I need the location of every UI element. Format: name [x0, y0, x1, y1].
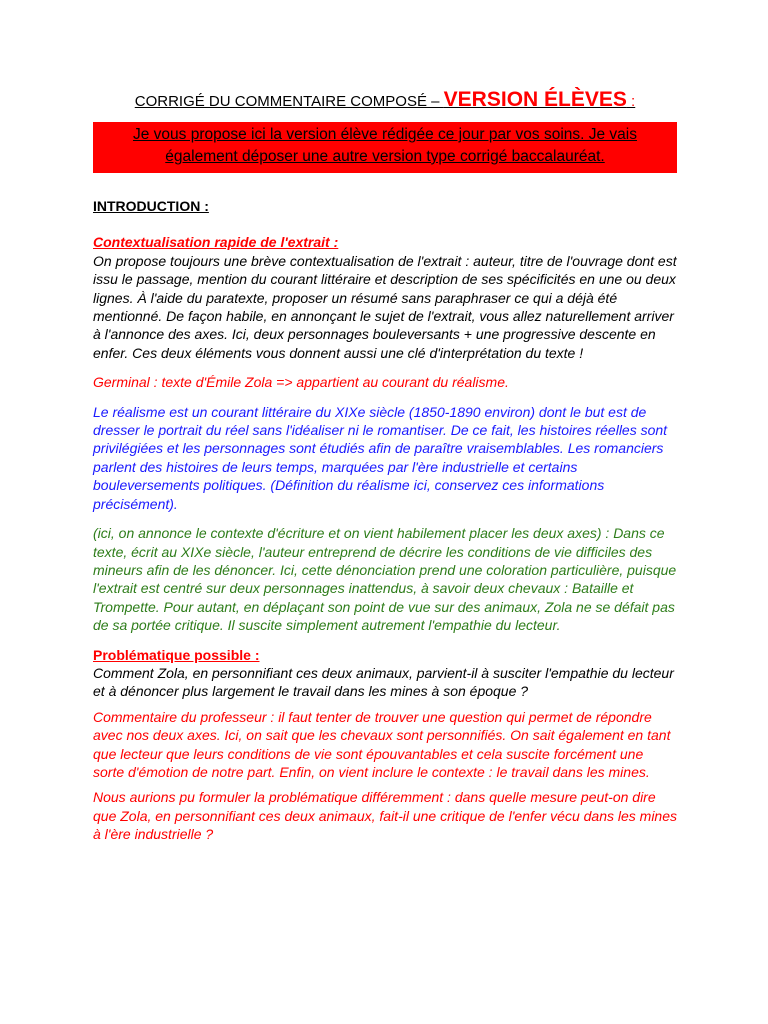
writing-context-paragraph: (ici, on annonce le contexte d'écriture et on vient habilement placer les deux axes) : Dans ce texte, écrit au XIXe siècle, l'auteur entreprend de décrire les conditions de vie difficiles des mineurs afin de les dénoncer. Ici, cette dénonciation prend une coloration particulière, puisque l'extrait est centré sur deux personnages inattendus, à savoir deux chevaux : Bataille et Trompette. Pour autant, en déplaçant son point de vue sur des animaux, Zola ne se défait pas de sa portée critique. Il suscite simplement autrement l'empathie du lecteur.	[93, 525, 677, 634]
realism-definition: Le réalisme est un courant littéraire du XIXe siècle (1850-1890 environ) dont le but est de dresser le portrait du réel sans l'idéaliser ni le romantiser. De ce fait, les histoires réelles sont privilégiées et les personnages sont étudiés afin de paraître vraisemblables. Les romanciers parlent des histoires de leurs temps, marquées par l'ère industrielle et certains bouleversements politiques. (Définition du réalisme ici, conservez ces informations précisément).	[93, 403, 668, 512]
introduction-heading: INTRODUCTION :	[93, 198, 209, 214]
document-title	[93, 86, 677, 116]
contextualisation-text: On propose toujours une brève contextualisation de l'extrait : auteur, titre de l'ouvrage dont est issu le passage, mention du courant littéraire et description de ses spécificités en une ou deux lignes. À l'aide du paratexte, proposer un résumé sans paraphraser ce qui a déjà été mentionné. De façon habile, en annonçant le sujet de l'extrait, vous allez naturellement arriver à l'annonce des axes. Ici, deux personnages bouleversants + une progressive descente en enfer. Ces deux éléments vous donnent aussi une clé d'interprétation du texte !	[93, 252, 677, 361]
problematique-text: Comment Zola, en personnifiant ces deux animaux, parvient-il à susciter l'empathie du lecteur et à dénoncer plus largement le travail dans les mines à son époque ?	[93, 664, 674, 700]
teacher-comment: Commentaire du professeur : il faut tenter de trouver une question qui permet de répondre avec nos deux axes. Ici, on sait que les chevaux sont personnifiés. On sait également en tant que lecteur que leurs conditions de vie sont épouvantables et cela suscite forcément une sorte d'émotion de notre part. Enfin, on vient inclure le contexte : le travail dans les mines.	[93, 708, 671, 780]
problematique-heading: Problématique possible :	[93, 646, 260, 663]
problematique-section	[93, 646, 677, 701]
title-prefix: CORRIGÉ DU COMMENTAIRE COMPOSÉ –	[134, 93, 444, 110]
notice-banner: Je vous propose ici la version élève rédigée ce jour par vos soins. Je vais également déposer une autre version type corrigé baccalauréat.	[93, 122, 677, 173]
title-highlight: VERSION ÉLÈVES	[443, 88, 627, 111]
germinal-line: Germinal : texte d'Émile Zola => appartient au courant du réalisme.	[93, 374, 509, 391]
document-page	[93, 86, 677, 844]
title-suffix: :	[626, 93, 636, 110]
contextualisation-section	[93, 233, 677, 362]
contextualisation-heading: Contextualisation rapide de l'extrait :	[93, 234, 339, 251]
alternative-problematique: Nous aurions pu formuler la problématique différemment : dans quelle mesure peut-on dire que Zola, en personnifiant ces deux animaux, fait-il une critique de l'enfer vécu dans les mines à l'ère industrielle ?	[93, 789, 678, 843]
